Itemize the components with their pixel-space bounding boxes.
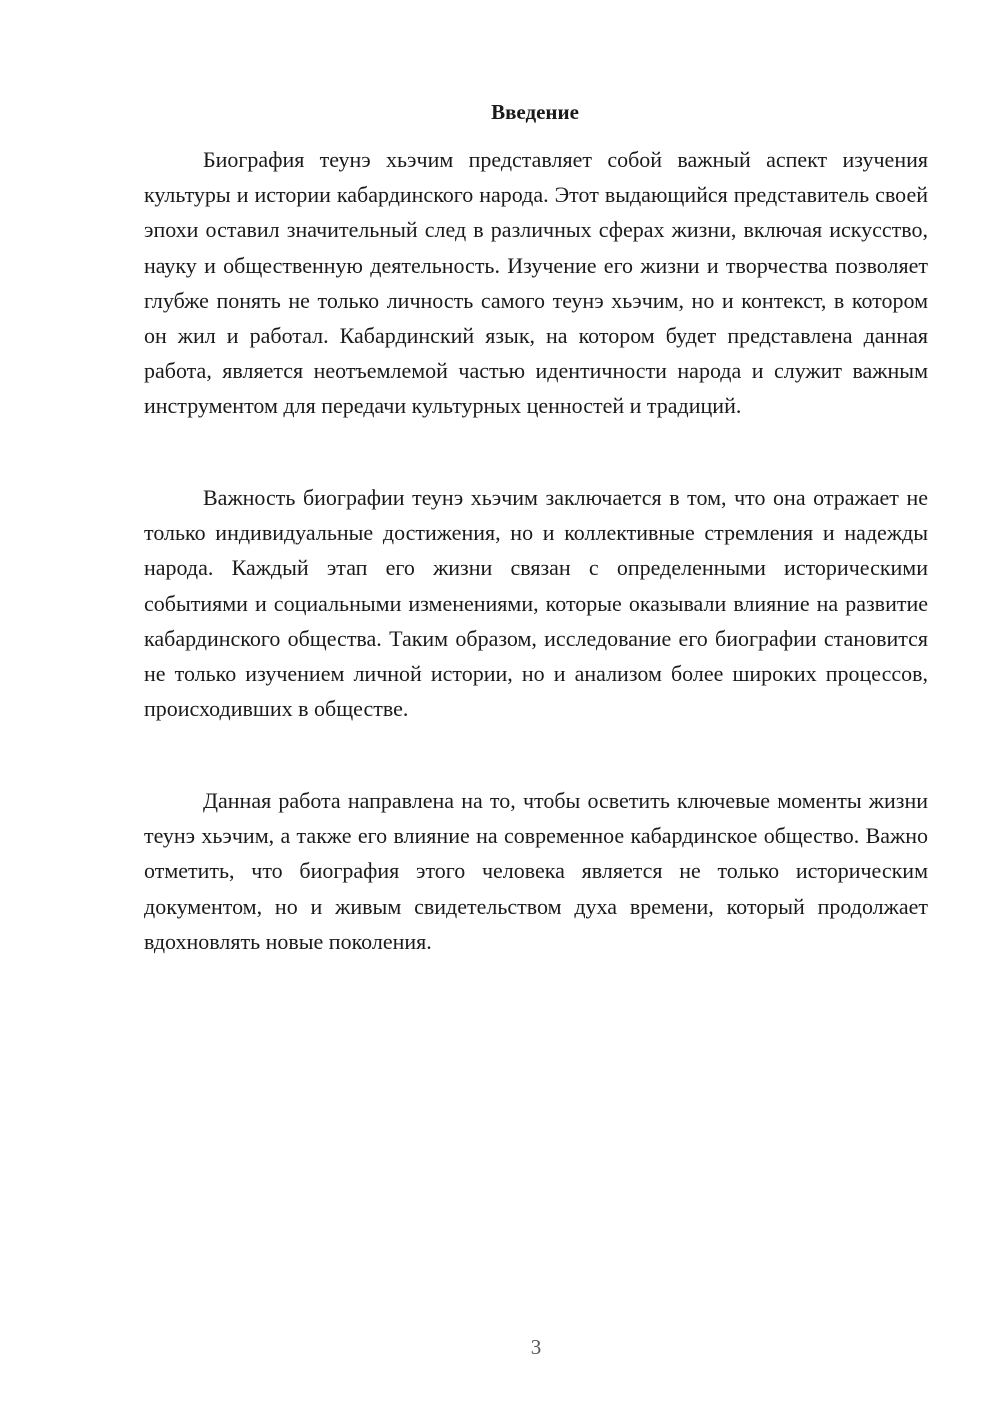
page-title: Введение <box>491 100 579 124</box>
paragraph-3: Данная работа направлена на то, чтобы осветить ключевые моменты жизни теунэ хьэчим, а также его влияние на современное кабардинское общество. Важно отметить, что биография этого человека является не только историческим документом, но и живым свидетельством духа времени, который продолжает вдохновлять новые поколения. <box>144 788 928 954</box>
page-number: 3 <box>530 1335 542 1359</box>
paragraph-1: Биография теунэ хьэчим представляет собой важный аспект изучения культуры и истории кабардинского народа. Этот выдающийся представитель своей эпохи оставил значительный след в различных сферах жизни, включая искусство, науку и общественную деятельность. Изучение его жизни и творчества позволяет глубже понять не только личность самого теунэ хьэчим, но и контекст, в котором он жил и работал. Кабардинский язык, на котором будет представлена данная работа, является неотъемлемой частью идентичности народа и служит важным инструментом для передачи культурных ценностей и традиций. <box>144 147 928 419</box>
paragraph-2: Важность биографии теунэ хьэчим заключается в том, что она отражает не только индивидуальные достижения, но и коллективные стремления и надежды народа. Каждый этап его жизни связан с определенными историческими событиями и социальными изменениями, которые оказывали влияние на развитие кабардинского общества. Таким образом, исследование его биографии становится не только изучением личной истории, но и анализом более широких процессов, происходивших в обществе. <box>144 485 928 722</box>
